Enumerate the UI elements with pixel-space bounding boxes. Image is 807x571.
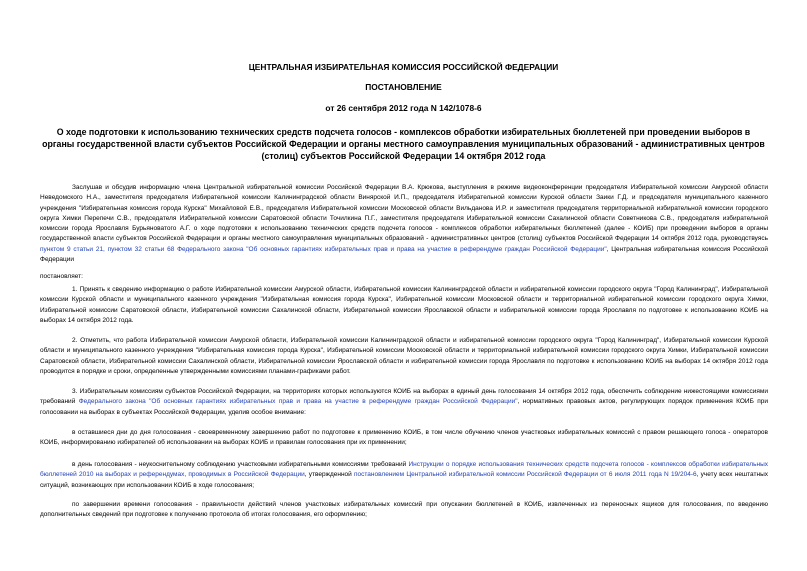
law-link-intro[interactable]: пунктом 9 статьи 21, пунктом 32 статьи 68 Федерального закона "Об основных гарантиях избирательных прав и права на участие в референдуме граждан Российской Федерации" <box>40 245 607 253</box>
intro-tail: , Центральная избирательная комиссия Российской Федерации <box>40 245 768 264</box>
document-type: ПОСТАНОВЛЕНИЕ <box>365 82 442 92</box>
paragraph-6: по завершении времени голосования - правильности действий членов участковых избирательных комиссий при опускании бюллетеней в КОИБ, извлеченных из переносных ящиков для голосования, по введению дополнительных сведений при подготовке к получению протокола об итогах голосования, его оформлению; <box>40 501 768 519</box>
paragraph-5-mid: , утвержденной <box>304 471 355 479</box>
document-title: О ходе подготовки к использованию технических средств подсчета голосов - комплексов обработки избирательных бюллетеней при проведении выборов в органы государственной власти субъектов Российской Федерации и органы местного самоуправления муниципальных образований - административных центров (столиц) субъектов Российской Федерации 14 октября 2012 года <box>42 127 765 161</box>
paragraph-5-tail: , учету всех нештатных ситуаций, возникающих при использовании КОИБ в ходе голосования; <box>40 471 769 489</box>
federal-law-link[interactable]: Федерального закона "Об основных гарантиях избирательных прав и права на участие в референдуме граждан Российской Федерации" <box>78 398 518 406</box>
intro-text: Заслушав и обсудив информацию члена Центральной избирательной комиссии Российской Федерации В.А. Крюкова, выступления в режиме видеоконференции председателя Избирательной комиссии Амурской области Неведомского Н.А., заместителя председателя Избирательной комиссии Калининградской области Винярской И.П., председателя Избирательной комиссии Курской области Заики Г.Д. и председателя муниципального казенного учреждения "Избирательная комиссия города Курска" Михайловой Е.В., председателя Избирательной комиссии Московской области Вильданова И.Р. и заместителя председателя территориальной избирательной комиссии городского округа Химки Перепечи С.В., председателя Избирательной комиссии Саратовской области Точилкина П.Г., заместителя председателя Избирательной комиссии Сахалинской области Советникова С.В., председателя избирательной комиссии города Ярославля Бурьяноватого А.Г. о ходе подготовки к использованию технических средств подсчета голосов - комплексов обработки избирательных бюллетеней (далее - КОИБ) при проведении выборов в органы государственной власти субъектов Российской Федерации и органы местного самоуправления муниципальных образований - административных центров (столиц) субъектов Российской Федерации 14 октября 2012 года, руководствуясь <box>40 184 768 243</box>
paragraph-3-tail: , нормативных правовых актов, регулирующих порядок применения КОИБ при голосовании на выборах в субъектах Российской Федерации, уделив особое внимание: <box>40 398 768 416</box>
paragraph-3-text: 3. Избирательным комиссиям субъектов Российской Федерации, на территориях которых используются КОИБ на выборах в единый день голосования 14 октября 2012 года, обеспечить соблюдение нижестоящими комиссиями требований <box>40 388 768 406</box>
resolves-label: постановляет: <box>40 273 83 280</box>
paragraph-4: в оставшиеся дни до дня голосования - своевременному завершению работ по подготовке к применению КОИБ, в том числе обучению членов участковых избирательных комиссий с правом решающего голоса - операторов КОИБ, информированию избирателей об использовании на выборах КОИБ и правилам голосования при их применении; <box>40 429 768 447</box>
document-date-number: от 26 сентября 2012 года N 142/1078-6 <box>325 103 482 113</box>
organization-heading: ЦЕНТРАЛЬНАЯ ИЗБИРАТЕЛЬНАЯ КОМИССИЯ РОССИЙСКОЙ ФЕДЕРАЦИИ <box>248 62 559 72</box>
paragraph-5-text: в день голосования - неукоснительному соблюдению участковыми избирательными комиссиями требований <box>72 461 409 468</box>
resolution-link[interactable]: постановлением Центральной избирательной комиссии Российской Федерации от 6 июля 2011 года N 19/204-6 <box>354 471 697 479</box>
paragraph-1: 1. Принять к сведению информацию о работе Избирательной комиссии Амурской области, Избирательной комиссии Калининградской области и избирательной комиссии городского округа "Город Калининград", Избирательной комиссии Курской области и муниципального казенного учреждения "Избирательная комиссия города Курска", Избирательной комиссии Московской области и территориальной избирательной комиссии городского округа Химки, Избирательной комиссии Саратовской области, Избирательной комиссии Сахалинской области, Избирательной комиссии Ярославской области и избирательной комиссии города Ярославля по подготовке к использованию КОИБ на выборах 14 октября 2012 года. <box>40 286 768 324</box>
instruction-link[interactable]: Инструкции о порядке использования технических средств подсчета голосов - комплексов обработки избирательных бюллетеней 2010 на выборах и референдумах, проводимых в Российской Федерации <box>40 461 768 479</box>
paragraph-3 <box>40 387 768 418</box>
paragraph-2: 2. Отметить, что работа Избирательной комиссии Амурской области, Избирательной комиссии Калининградской области и избирательной комиссии городского округа "Город Калининград", Избирательной комиссии Курской области и муниципального казенного учреждения "Избирательная комиссия города Курска", Избирательной комиссии Московской области и территориальной избирательной комиссии городского округа Химки, Избирательной комиссии Саратовской области, Избирательной комиссии Сахалинской области, Избирательной комиссии Ярославской области и избирательной комиссии города Ярославля по подготовке к использованию КОИБ на выборах 14 октября 2012 года проводится в порядке и сроки, определенные утвержденными комиссиями планами-графиками работ. <box>40 337 768 375</box>
intro-paragraph <box>40 183 768 265</box>
paragraph-5 <box>40 460 768 491</box>
